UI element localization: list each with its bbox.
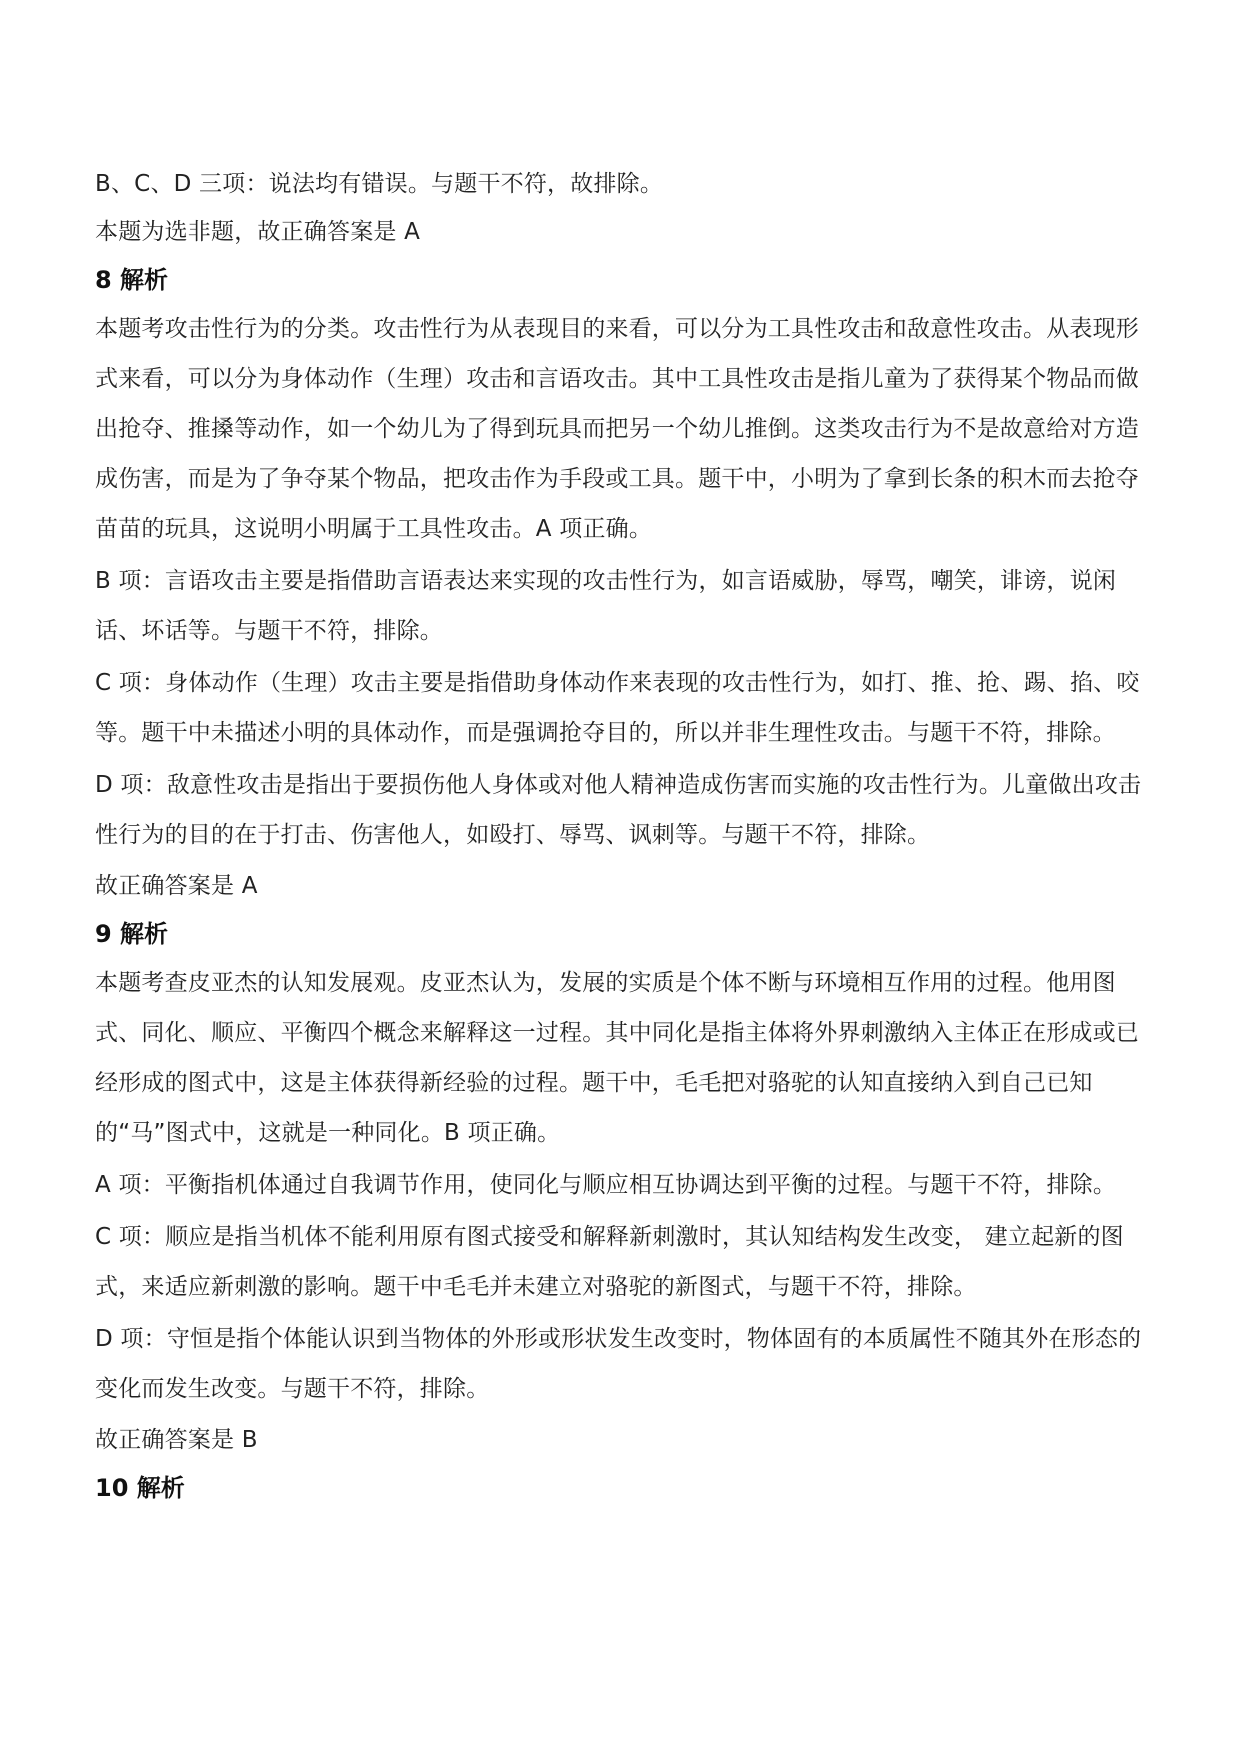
paragraph-bcd-options: B、C、D 三项：说法均有错误。与题干不符，故排除。 [95, 171, 664, 197]
paragraph-q8-option-c: C 项：身体动作（生理）攻击主要是指借助身体动作来表现的攻击性行为，如打、推、抢、踢、掐、咬等。题干中未描述小明的具体动作，而是强调抢夺目的，所以并非生理性攻击。与题干不符，排除。 [95, 670, 1140, 746]
paragraph-q9-option-d: D 项：守恒是指个体能认识到当物体的外形或形状发生改变时，物体固有的本质属性不随其外在形态的变化而发生改变。与题干不符，排除。 [95, 1326, 1142, 1402]
paragraph-q8-option-d: D 项：敌意性攻击是指出于要损伤他人身体或对他人精神造成伤害而实施的攻击性行为。儿童做出攻击性行为的目的在于打击、伤害他人，如殴打、辱骂、讽刺等。与题干不符，排除。 [95, 772, 1142, 848]
paragraph-q9-intro: 本题考查皮亚杰的认知发展观。皮亚杰认为，发展的实质是个体不断与环境相互作用的过程。他用图式、同化、顺应、平衡四个概念来解释这一过程。其中同化是指主体将外界刺激纳入主体正在形成或已经形成的图式中，这是主体获得新经验的过程。题干中，毛毛把对骆驼的认知直接纳入到自己已知的“马”图式中，这就是一种同化。B 项正确。 [95, 970, 1139, 1146]
paragraph-q9-option-c: C 项：顺应是指当机体不能利用原有图式接受和解释新刺激时，其认知结构发生改变， 建立起新的图式，来适应新刺激的影响。题干中毛毛并未建立对骆驼的新图式，与题干不符，排除。 [95, 1224, 1124, 1300]
document-page [95, 160, 1145, 1512]
heading-q9-analysis: 9 解析 [95, 920, 169, 948]
paragraph-q9-option-a: A 项：平衡指机体通过自我调节作用，使同化与顺应相互协调达到平衡的过程。与题干不符，排除。 [95, 1172, 1117, 1198]
paragraph-answer-9: 故正确答案是 B [95, 1427, 258, 1453]
heading-q10-analysis: 10 解析 [95, 1474, 185, 1502]
paragraph-answer-7: 本题为选非题，故正确答案是 A [95, 219, 421, 245]
paragraph-answer-8: 故正确答案是 A [95, 873, 258, 899]
heading-q8-analysis: 8 解析 [95, 266, 169, 294]
paragraph-q8-intro: 本题考攻击性行为的分类。攻击性行为从表现目的来看，可以分为工具性攻击和敌意性攻击。从表现形式来看，可以分为身体动作（生理）攻击和言语攻击。其中工具性攻击是指儿童为了获得某个物品而做出抢夺、推搡等动作，如一个幼儿为了得到玩具而把另一个幼儿推倒。这类攻击行为不是故意给对方造成伤害，而是为了争夺某个物品，把攻击作为手段或工具。题干中，小明为了拿到长条的积木而去抢夺苗苗的玩具，这说明小明属于工具性攻击。A 项正确。 [95, 316, 1139, 542]
paragraph-q8-option-b: B 项：言语攻击主要是指借助言语表达来实现的攻击性行为，如言语威胁，辱骂，嘲笑，诽谤，说闲话、坏话等。与题干不符，排除。 [95, 568, 1117, 644]
